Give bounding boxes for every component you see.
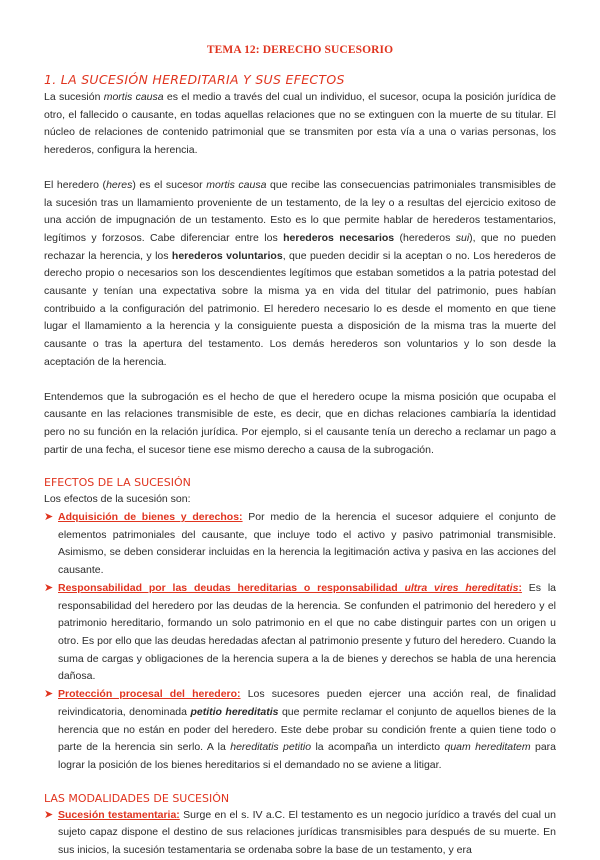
- effects-heading: EFECTOS DE LA SUCESIÓN: [44, 476, 191, 490]
- paragraph-heredero: El heredero (heres) es el sucesor mortis causa que recibe las consecuencias patrimoniales transmisibles de la sucesión tras un llamamiento proveniente de un testamento, de la ley o a resultas del ejercicio exitoso de una acción de impugnación de un testamento. Esto es lo que permite hablar de herederos testamentarios, legítimos y forzosos. Cabe diferenciar entre los herederos necesarios (herederos sui), que no pueden rechazar la herencia, y los herederos voluntarios, que pueden decidir si la aceptan o no. Los herederos de derecho propio o necesarios son los descendientes legítimos que estaban sometidos a la patria potestad del causante y tenían una expectativa sobre la misma ya en vida del titular del patrimonio, pues habían contribuido a la configuración del patrimonio. El heredero necesario lo es desde el momento en que tiene lugar el llamamiento a la herencia y la consiguiente puesta a disposición de la misma tras la muerte del causante o tras la apertura del testamento. Los demás herederos son voluntarios y lo son desde la aceptación de la herencia.: [44, 178, 557, 368]
- effects-intro: Los efectos de la sucesión son:: [44, 493, 191, 506]
- paragraph-subrogacion: Entendemos que la subrogación es el hecho de que el heredero ocupe la misma posición que ocupaba el causante en las relaciones transmisible de este, es decir, que en dichas relaciones cambiaría la identidad pero no su función en la relación jurídica. Por ejemplo, si el causante tenía un derecho a reclamar un pago a partir de una fecha, el sucesor tiene ese mismo derecho a causa de la subrogación.: [44, 390, 556, 456]
- list-item: ➤ Sucesión testamentaria: Surge en el s. IV a.C. El testamento es un negocio jurídico a través del cual un sujeto capaz dispone el destino de sus relaciones jurídicas transmisibles para después de su muerte. En sus inicios, la sucesión testamentaria se ordenaba sobre la base de un testamento, y era: [44, 808, 556, 857]
- modalities-heading: LAS MODALIDADES DE SUCESIÓN: [44, 791, 230, 805]
- modalities-list: [44, 807, 556, 860]
- paragraph-intro: La sucesión mortis causa es el medio a través del cual un individuo, el sucesor, ocupa la posición jurídica de otro, el fallecido o causante, en todas aquellas relaciones que no se extinguen con la muerte de su titular. El núcleo de relaciones de contenido patrimonial que se transmiten por esta vía a una o varias personas, los herederos, configura la herencia.: [44, 91, 556, 157]
- list-item: ➤ Responsabilidad por las deudas hereditarias o responsabilidad ultra vires hereditatis: Es la responsabilidad del heredero por las deudas de la herencia. Se confunden el patrimonio del heredero y el patrimonio hereditario, formando un solo patrimonio en el que no cabe distinguir partes con un origen u otro. Es por ello que las deudas heredadas afectan al patrimonio presente y futuro del heredero. Cuando la suma de cargas y obligaciones de la herencia supera a la de bienes y derechos se habla de una herencia dañosa.: [44, 581, 556, 683]
- arrow-bullet-icon: ➤: [44, 688, 54, 701]
- arrow-bullet-icon: ➤: [44, 581, 54, 594]
- effects-list: [44, 509, 556, 775]
- list-item: ➤ Adquisición de bienes y derechos: Por medio de la herencia el sucesor adquiere el conjunto de elementos patrimoniales del causante, que incluye todo el activo y pasivo patrimonial transmisible. Asimismo, se deben considerar incluidas en la herencia la legitimación activa y pasiva en las acciones del causante.: [44, 511, 556, 577]
- page-title: TEMA 12: DERECHO SUCESORIO: [206, 44, 394, 56]
- section-heading: 1. LA SUCESIÓN HEREDITARIA Y SUS EFECTOS: [44, 72, 345, 87]
- arrow-bullet-icon: ➤: [44, 808, 54, 821]
- term-herederos-voluntarios: herederos voluntarios: [171, 249, 283, 262]
- arrow-bullet-icon: ➤: [44, 511, 54, 524]
- term-herederos-necesarios: herederos necesarios: [283, 231, 395, 244]
- list-item: ➤ Protección procesal del heredero: Los sucesores pueden ejercer una acción real, de finalidad reivindicatoria, denominada petitio hereditatis que permite reclamar el conjunto de aquellos bienes de la herencia que no están en poder del heredero. Este debe probar su condición frente a quien tiene todo o parte de la herencia sin serlo. A la hereditatis petitio la acompaña un interdicto quam hereditatem para lograr la posición de los bienes hereditarios si el demandado no se aviene a litigar.: [44, 688, 557, 771]
